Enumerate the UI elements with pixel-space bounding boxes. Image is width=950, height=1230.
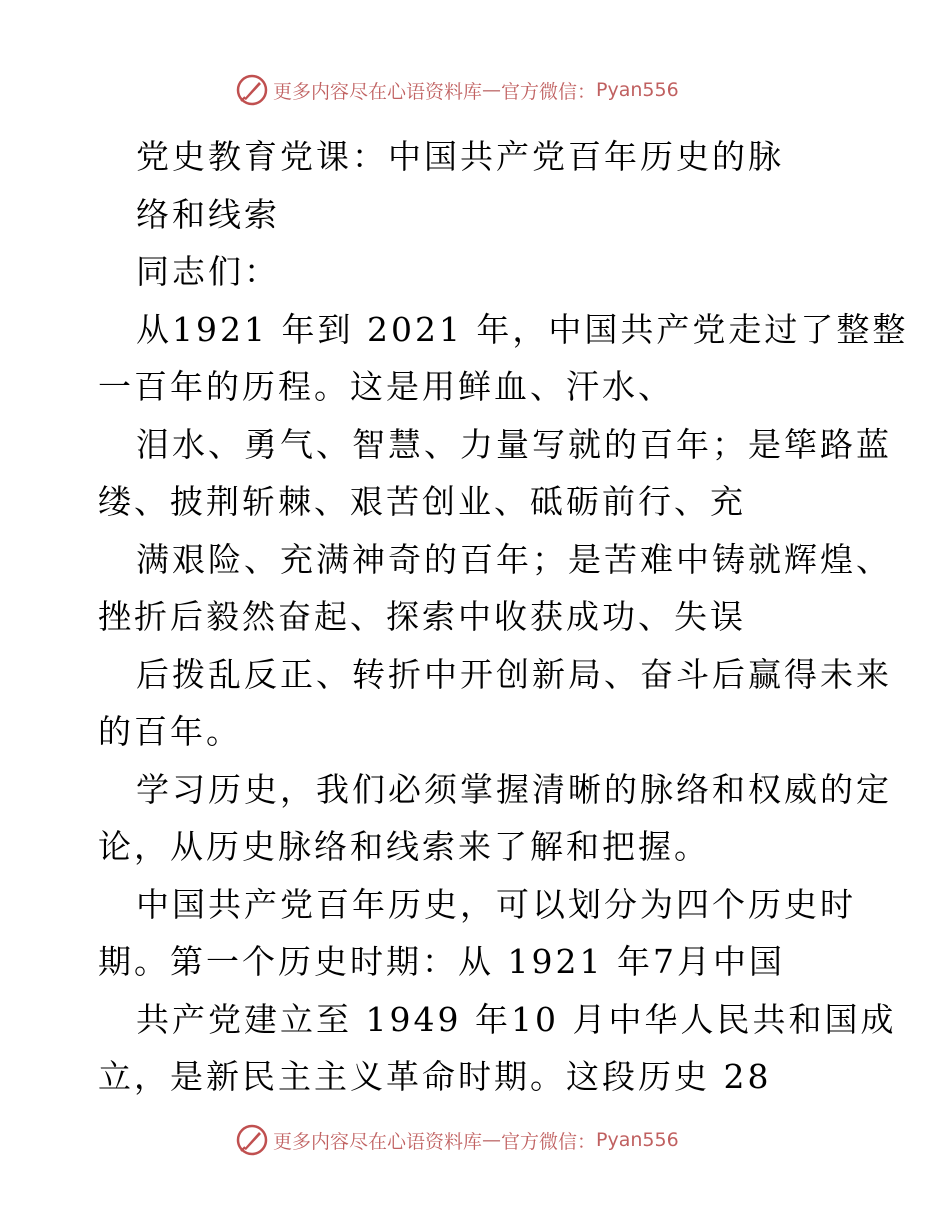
quill-pen-circle-icon [235, 1123, 269, 1157]
paragraph-3 [98, 876, 897, 1106]
watermark-wechat-id: Pyan556 [596, 1129, 679, 1151]
paragraph-line: 挫折后毅然奋起、探索中收获成功、失误 [98, 597, 746, 636]
paragraph-line: 期。第一个历史时期：从 1921 年7月中国 [98, 942, 785, 981]
footer-watermark [235, 1122, 679, 1158]
document-title [98, 128, 858, 243]
salutation [98, 243, 858, 301]
paragraph-2 [98, 761, 892, 876]
title-line: 党史教育党课：中国共产党百年历史的脉 [136, 137, 784, 176]
paragraph-line: 满艰险、充满神奇的百年；是苦难中铸就辉煌、 [136, 539, 892, 579]
title-line: 络和线索 [136, 194, 280, 234]
watermark-wechat-id: Pyan556 [596, 79, 679, 101]
paragraph-line: 学习历史，我们必须掌握清晰的脉络和权威的定 [136, 769, 892, 809]
paragraph-line: 论，从历史脉络和线索来了解和把握。 [98, 827, 710, 866]
watermark-separator: — [482, 1129, 502, 1151]
header-watermark [235, 72, 679, 108]
watermark-text: 更多内容尽在心语资料库 [273, 80, 483, 103]
paragraph-line: 从1921 年到 2021 年，中国共产党走过了整整 [136, 309, 909, 349]
watermark-wechat-label: 官方微信： [501, 80, 597, 103]
document-body [98, 128, 909, 1106]
paragraph-line: 泪水、勇气、智慧、力量写就的百年；是筚路蓝 [136, 424, 892, 464]
salutation-line: 同志们： [136, 252, 280, 291]
paragraph-line: 后拨乱反正、转折中开创新局、奋斗后赢得未来 [136, 654, 892, 694]
watermark-text: 更多内容尽在心语资料库 [273, 1130, 483, 1153]
paragraph-line: 的百年。 [98, 712, 242, 751]
paragraph-line: 缕、披荆斩棘、艰苦创业、砥砺前行、充 [98, 482, 746, 521]
paragraph-line: 中国共产党百年历史，可以划分为四个历史时 [136, 884, 856, 924]
paragraph-1 [98, 301, 909, 761]
watermark-separator: — [482, 79, 502, 101]
paragraph-line: 一百年的历程。这是用鲜血、汗水、 [98, 367, 674, 406]
paragraph-line: 共产党建立至 1949 年10 月中华人民共和国成 [136, 999, 897, 1039]
paragraph-line: 立，是新民主主义革命时期。这段历史 28 [98, 1057, 772, 1096]
watermark-wechat-label: 官方微信： [501, 1130, 597, 1153]
quill-pen-circle-icon [235, 73, 269, 107]
